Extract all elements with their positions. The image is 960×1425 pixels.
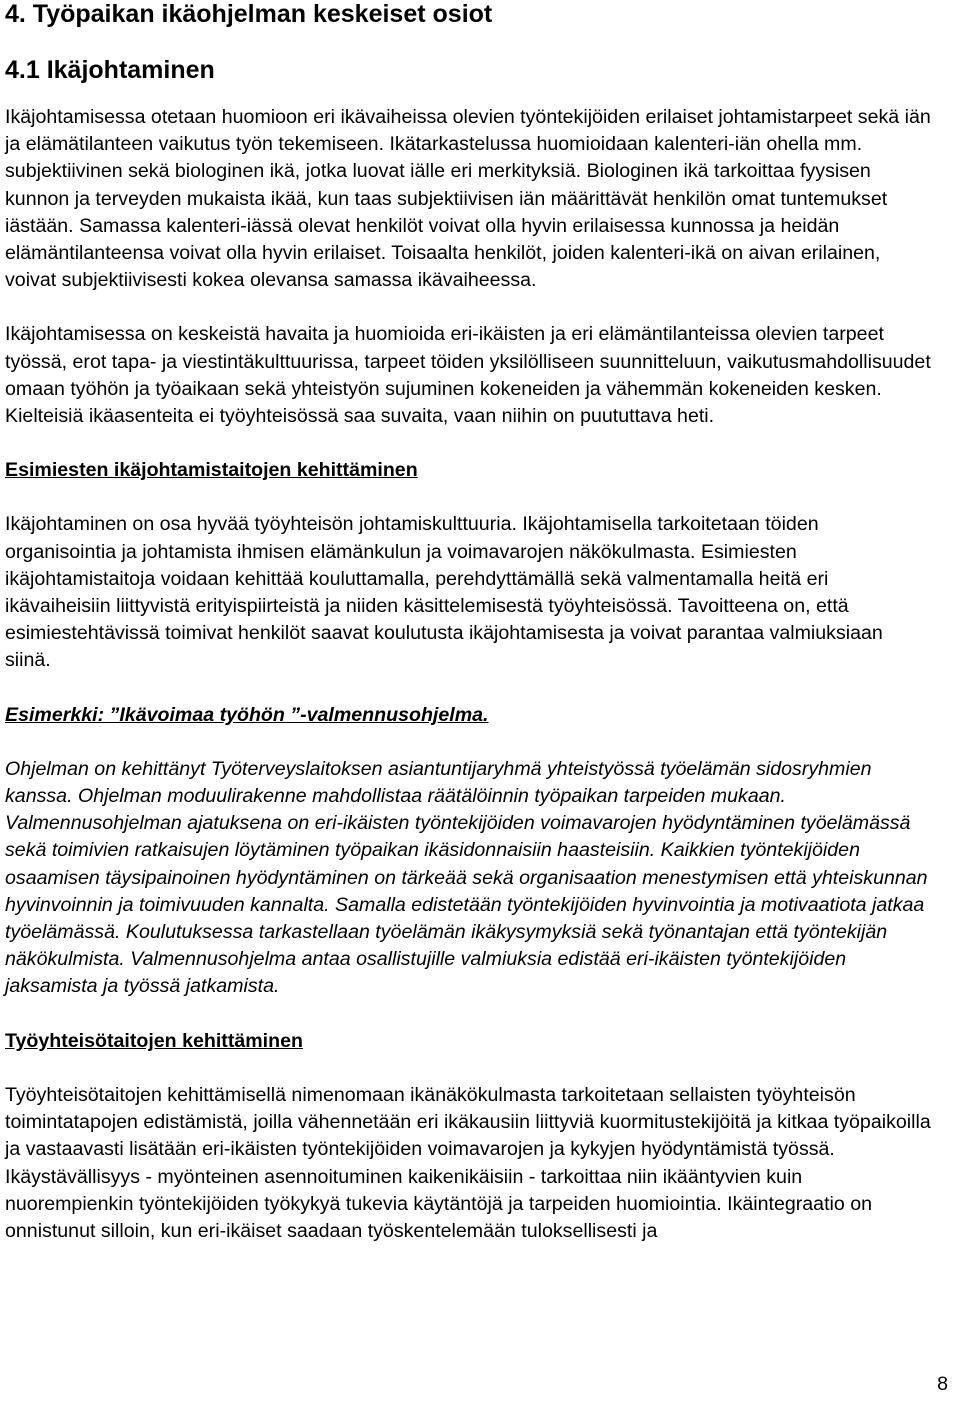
paragraph-esimiesten-taidot: Ikäjohtaminen on osa hyvää työyhteisön johtamiskulttuuria. Ikäjohtamisella tarkoitetaan töiden organisointia ja johtamista ihmisen elämänkulun ja voimavarojen näkökulmasta. Esimiesten ikäjohtamistaitoja voidaan kehittää kouluttamalla, perehdyttämällä sekä valmentamalla heitä eri ikävaiheisiin liittyvistä erityispiirteistä ja niiden käsittelemisestä työyhteisössä. Tavoitteena on, että esimiestehtävissä toimivat henkilöt saavat koulutusta ikäjohtamisesta ja voivat parantaa valmiuksiaan siinä.: [5, 513, 883, 672]
heading-esimiesten-taidot: [5, 457, 933, 484]
page-number: 8: [937, 1373, 948, 1395]
paragraph-ikajohtaminen-keskeista: Ikäjohtamisessa on keskeistä havaita ja huomioida eri-ikäisten ja eri elämäntilanteissa olevien tarpeet työssä, erot tapa- ja viestintäkulttuurissa, tarpeet töiden yksilölliseen suunnitteluun, vaikutusmahdollisuudet omaan työhön ja työaikaan sekä yhteistyön sujuminen kokeneiden ja vähemmän kokeneiden kesken. Kielteisiä ikäasenteita ei työyhteisössä saa suvaita, vaan niihin on puututtava heti.: [5, 323, 931, 428]
section-title: 4. Työpaikan ikäohjelman keskeiset osiot: [5, 0, 493, 28]
paragraph-esimerkki: Ohjelman on kehittänyt Työterveyslaitoksen asiantuntijaryhmä yhteistyössä työelämän sidosryhmien kanssa. Ohjelman moduulirakenne mahdollistaa räätälöinnin työpaikan tarpeiden mukaan. Valmennusohjelman ajatuksena on eri-ikäisten työntekijöiden voimavarojen hyödyntäminen työelämässä sekä toimivien ratkaisujen löytäminen työpaikan ikäsidonnaisiin haasteisiin. Kaikkien työntekijöiden osaamisen täysipainoinen hyödyntäminen on tärkeää sekä organisaation menestymisen että yhteiskunnan hyvinvoinnin ja toimivuuden kannalta. Samalla edistetään työntekijöiden hyvinvointia ja motivaatiota jatkaa työelämässä. Koulutuksessa tarkastellaan työelämän ikäkysymyksiä sekä työnantajan että työntekijän näkökulmista. Valmennusohjelma antaa osallistujille valmiuksia edistää eri-ikäisten työntekijöiden jaksamista ja työssä jatkamista.: [5, 757, 928, 998]
heading-esimiesten-taidot-text: Esimiesten ikäjohtamistaitojen kehittäminen: [5, 459, 418, 482]
document-page: [5, 0, 933, 1245]
heading-tyoyhteisotaidot-text: Työyhteisötaitojen kehittäminen: [5, 1029, 303, 1052]
heading-tyoyhteisotaidot: [5, 1028, 933, 1055]
subsection-title: 4.1 Ikäjohtaminen: [5, 56, 215, 84]
paragraph-ikajohtaminen-intro: Ikäjohtamisessa otetaan huomioon eri ikävaiheissa olevien työntekijöiden erilaiset johtamistarpeet sekä iän ja elämätilanteen vaikutus työn tekemiseen. Ikätarkastelussa huomioidaan kalenteri-iän ohella mm. subjektiivinen sekä biologinen ikä, jotka luovat iälle eri merkityksiä. Biologinen ikä tarkoittaa fyysisen kunnon ja terveyden mukaista ikää, kun taas subjektiivisen iän määrittävät henkilön omat tuntemukset iästään. Samassa kalenteri-iässä olevat henkilöt voivat olla hyvin erilaisessa kunnossa ja heidän elämäntilanteensa voivat olla hyvin erilaiset. Toisaalta henkilöt, joiden kalenteri-ikä on aivan erilainen, voivat subjektiivisesti kokea olevansa samassa ikävaiheessa.: [5, 106, 931, 292]
heading-esimerkki: Esimerkki: ”Ikävoimaa työhön ”-valmennusohjelma.: [5, 703, 489, 726]
paragraph-tyoyhteisotaidot: Työyhteisötaitojen kehittämisellä nimenomaan ikänäkökulmasta tarkoitetaan sellaisten työyhteisön toimintatapojen edistämistä, joilla vähennetään eri ikäkausiin liittyviä kuormitustekijöitä ja kitkaa työpaikoilla ja vastaavasti lisätään eri-ikäisten työntekijöiden voimavarojen ja kykyjen hyödyntämistä työssä. Ikäystävällisyys - myönteinen asennoituminen kaikenikäisiin - tarkoittaa niin ikääntyvien kuin nuorempienkin työntekijöiden työkykyä tukevia käytäntöjä ja tarpeiden huomiointia. Ikäintegraatio on onnistunut silloin, kun eri-ikäiset saadaan työskentelemään tuloksellisesti ja: [5, 1083, 931, 1242]
